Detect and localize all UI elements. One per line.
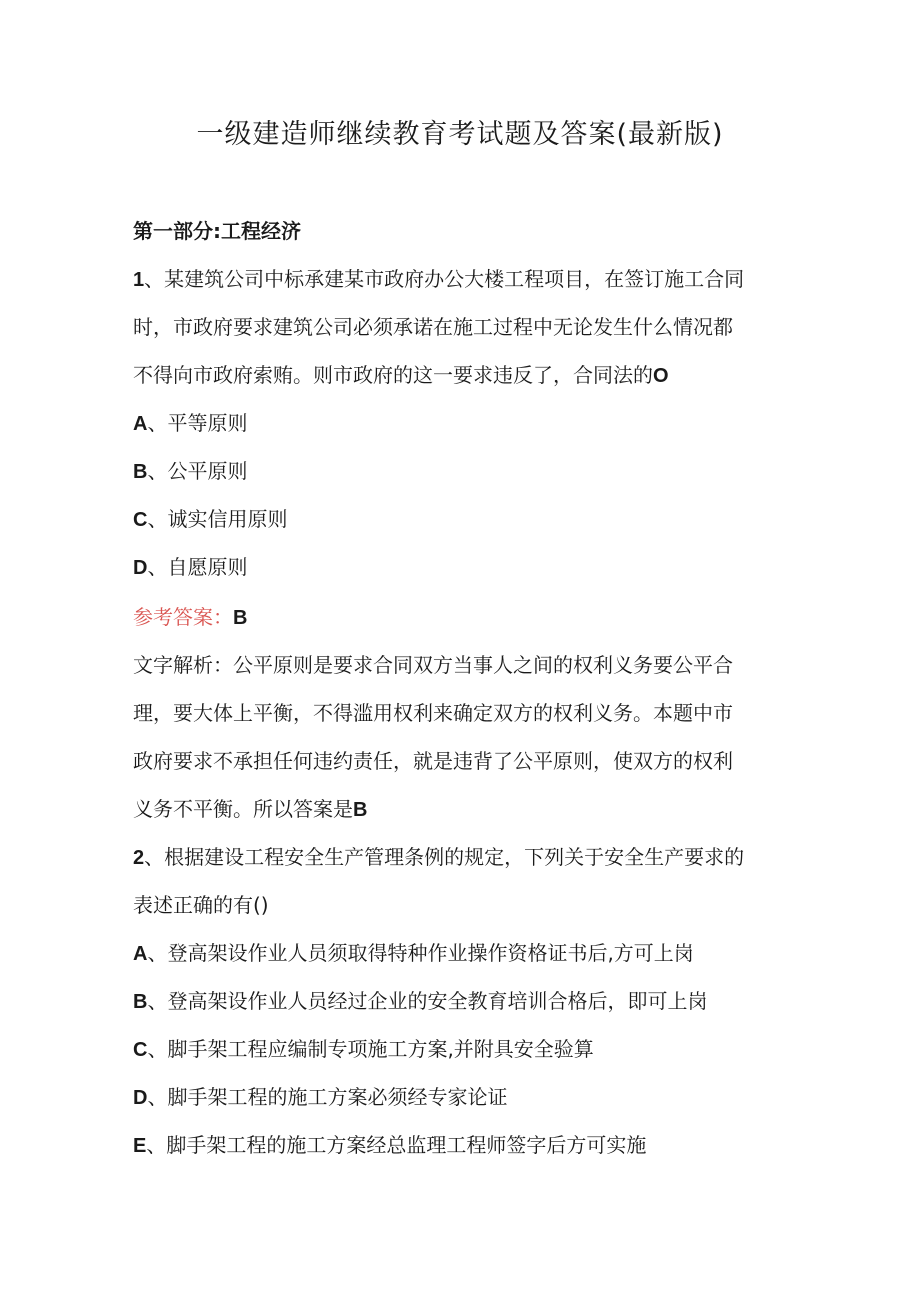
option-letter: B <box>133 991 148 1013</box>
option-separator: 、 <box>147 1037 168 1061</box>
option-separator: 、 <box>147 411 168 435</box>
question-number: 2 <box>133 847 145 869</box>
option-separator: 、 <box>147 1085 168 1109</box>
question-1-analysis-line-3: 政府要求不承担任何违约责任，就是违背了公平原则，使双方的权利 <box>133 749 733 773</box>
option-letter: A <box>133 943 148 965</box>
option-letter: C <box>133 1039 148 1061</box>
document-title: 一级建造师继续教育考试题及答案(最新版) <box>196 119 724 150</box>
analysis-text: 义务不平衡。所以答案是 <box>133 797 353 821</box>
option-text: 脚手架工程的施工方案必须经专家论证 <box>167 1085 508 1109</box>
question-text: 根据建设工程安全生产管理条例的规定，下列关于安全生产要求的 <box>164 845 745 869</box>
option-separator: 、 <box>147 555 168 579</box>
option-separator: 、 <box>146 1133 167 1157</box>
option-separator: 、 <box>147 989 168 1013</box>
question-separator: 、 <box>144 845 165 869</box>
question-1-analysis-line-4 <box>133 794 367 825</box>
question-1-analysis-line-1: 文字解析：公平原则是要求合同双方当事人之间的权利义务要公平合 <box>133 653 733 677</box>
option-separator: 、 <box>147 507 168 531</box>
question-1-stem-line-1 <box>133 264 744 295</box>
option-text: 登高架设作业人员经过企业的安全教育培训合格后，即可上岗 <box>167 989 708 1013</box>
option-text: 自愿原则 <box>167 555 248 579</box>
question-text: 不得向市政府索贿。则市政府的这一要求违反了，合同法的 <box>133 363 653 387</box>
question-1-option-d <box>133 552 247 583</box>
option-text: 脚手架工程的施工方案经总监理工程师签字后方可实施 <box>166 1133 647 1157</box>
answer-label: 参考答案： <box>133 605 233 629</box>
question-number: 1 <box>133 269 145 291</box>
option-letter: D <box>133 557 148 579</box>
question-text: 某建筑公司中标承建某市政府办公大楼工程项目，在签订施工合同 <box>164 267 745 291</box>
question-1-option-b <box>133 456 247 487</box>
question-2-stem-line-2: 表述正确的有() <box>133 893 269 917</box>
option-letter: E <box>133 1135 147 1157</box>
option-text: 公平原则 <box>167 459 248 483</box>
option-letter: C <box>133 509 148 531</box>
question-2-stem-line-1 <box>133 842 744 873</box>
section-heading: 第一部分:工程经济 <box>133 219 301 243</box>
option-letter: D <box>133 1087 148 1109</box>
option-text: 平等原则 <box>167 411 248 435</box>
question-2-option-b <box>133 986 707 1017</box>
question-2-option-c <box>133 1034 594 1065</box>
question-1-stem-line-3 <box>133 360 669 391</box>
option-separator: 、 <box>147 459 168 483</box>
question-2-option-e <box>133 1130 646 1161</box>
question-2-option-d <box>133 1082 507 1113</box>
question-2-option-a <box>133 938 694 969</box>
option-letter: A <box>133 413 148 435</box>
question-1-answer <box>133 602 247 633</box>
question-blank-marker: O <box>653 365 669 387</box>
option-letter: B <box>133 461 148 483</box>
answer-value: B <box>233 607 248 629</box>
question-1-stem-line-2: 时，市政府要求建筑公司必须承诺在施工过程中无论发生什么情况都 <box>133 315 733 339</box>
question-1-option-a <box>133 408 247 439</box>
question-1-option-c <box>133 504 287 535</box>
option-text: 脚手架工程应编制专项施工方案,并附具安全验算 <box>167 1037 594 1061</box>
analysis-answer: B <box>353 799 368 821</box>
option-text: 诚实信用原则 <box>167 507 288 531</box>
question-separator: 、 <box>144 267 165 291</box>
option-text: 登高架设作业人员须取得特种作业操作资格证书后,方可上岗 <box>167 941 694 965</box>
question-1-analysis-line-2: 理，要大体上平衡，不得滥用权利来确定双方的权利义务。本题中市 <box>133 701 733 725</box>
option-separator: 、 <box>147 941 168 965</box>
